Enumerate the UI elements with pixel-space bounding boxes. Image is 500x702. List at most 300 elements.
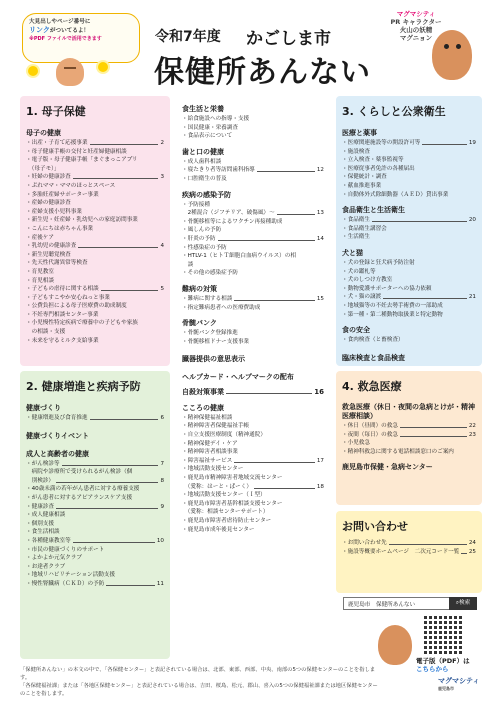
magma-city-logo [438,676,479,692]
list-item-label: ・食品衛生 [342,217,370,224]
list-item [182,465,324,474]
list-item-label: ・40歳未満の若年がん患者に対する療養支援 [26,486,140,493]
pr-line1: マグマシティ [396,10,436,18]
leader-dots [234,457,315,463]
list-item-label: ・公費負担による母子医療費の助成制度 [26,303,127,310]
list-item [182,252,324,261]
list-item-label: ・鹿児島市精神障害者地域交流センター [182,475,283,482]
list-item [182,201,324,210]
sub-inu: 犬と猫 [342,248,363,257]
leader-dots [90,414,159,420]
list-item-label: ・お問い合わせ先 [342,540,387,546]
list-item [182,508,324,517]
list-item [342,173,476,182]
logo-text: マグマシティ [438,677,480,685]
list-item-label: ・犬のしつけ方教室 [342,277,393,284]
list-item [182,226,324,235]
list-item[interactable] [26,242,164,251]
jisatsu-row[interactable]: 自殺対策事業 16 [182,388,324,397]
list-item [342,448,476,457]
list-item [26,311,164,320]
list-item-label: ・献血推進事業 [342,182,382,189]
list-item [342,225,476,234]
list-item [182,175,324,184]
list-item-label: ・性感染症の予防 [182,244,227,251]
middle-column [176,96,330,659]
list-item [342,276,476,285]
list-item-label: ・先天性代謝異常等検査 [26,260,88,267]
list-item [182,261,324,270]
list-item [26,208,164,217]
list-item [26,182,164,191]
list-item[interactable] [26,139,164,148]
footer-line2: 「各保健福祉課」または「各地区保健センター」と表記されている場合は、吉田、桜島、松元、郡山、喜入の5つの保健福祉課または地区保健センターのことを指します。 [20,683,378,697]
list-item-label: ・多胎妊産婦サポーター事業 [26,191,99,198]
sub-anzen: 食の安全 [342,326,370,335]
list-item-label: ・鹿児島市成年後見センター [182,526,255,533]
list-item-label: ・指定難病患者への医療費助成 [182,304,261,311]
title-city: かごしま市 [246,29,331,49]
list-item-label: の相談・支援 [26,329,66,336]
magnyon-reading-icon [378,625,412,665]
list-item [26,328,164,337]
list-item [182,431,324,440]
leader-dots [400,422,467,428]
page-number[interactable]: 18 [316,483,324,490]
page-number[interactable]: 24 [468,540,476,546]
page-number[interactable]: 12 [316,167,324,174]
list-item-label: ・地域活動支援センター [182,466,244,473]
page-title[interactable]: 保健所あんない [154,55,371,90]
list-item-label: ・食品表示について [182,133,233,140]
page-number[interactable]: 17 [316,457,324,464]
list-item [182,269,324,278]
sub-nanbyo: 難病の対策 [182,284,217,293]
magnyon-mascot-icon [432,30,472,80]
list-item-label: ・よかよか元気クラブ [26,555,82,562]
list-item [182,244,324,253]
list-item [342,285,476,294]
list-item-label: ・成人歯科相談 [182,158,222,165]
sub-zoki: 臓器提供の意思表示 [182,355,245,364]
leader-dots [257,166,315,172]
section4-title[interactable]: 4. 救急医療 [342,380,402,393]
sub-iryo: 医療と薬事 [342,129,377,137]
list-item [182,440,324,449]
flower-icon [98,62,108,72]
leader-dots [389,539,467,545]
section-kyukyu [336,371,482,505]
section-contact [336,511,482,593]
list-item-label: ・慢性腎臓病（ＣＫＤ）の予防 [26,580,105,587]
list-item-label: ・HTLV-1（ヒトＴ細胞白血病ウイルス）の相 [182,253,296,260]
leader-dots [56,503,158,509]
ebook-link[interactable] [416,657,470,673]
list-item [182,414,324,423]
list-item-label: ・鹿児島市障害者虐待防止センター [182,518,272,524]
sub-shoku: 食生活と栄養 [182,105,224,113]
list-item [26,259,164,268]
list-item-label: ・自動体外式除細動器（ＡＥＤ）貸出事業 [342,191,449,198]
list-item-label: ・国民健康・栄養調査 [182,124,238,131]
list-item-label: ・妊婦の健康診査 [26,174,71,181]
list-item-label: ・風しんの予防 [182,227,222,234]
pr-line3: 火山の妖精 [399,26,433,34]
sub-rinsho: 臨床検査と食品検査 [342,353,405,362]
list-item-label: ・自立支援医療制度（精神通院） [182,432,266,439]
list-item-label: ・犬の鑑札等 [342,268,376,275]
list-item-label: ・施設検査 [342,148,370,155]
list-item-label: ・鹿児島市障害者基幹相談支援センター [182,500,283,507]
list-item-label: ・乳幼児の健康診査 [26,243,77,250]
page-number[interactable]: 13 [316,210,324,217]
kansen-list [182,201,324,278]
sub-kyukyu: 救急医療（休日・夜間の急病とけが・精神医療相談） [342,403,475,420]
list-item-label: ・精神障害者保健福祉手帳 [182,423,250,430]
leader-dots [62,460,159,466]
qr-code-pattern [424,614,464,654]
mascot-left-icon [56,58,84,86]
sub-center: 鹿児島市保健・急病センター [342,463,433,472]
list-item [26,511,164,520]
list-item [342,182,476,191]
list-item[interactable] [342,539,476,548]
search-icon: ⌕ [455,600,459,606]
list-item-label: ・施設等概要ホームページ 二次元コード一覧 [342,548,460,555]
list-item-label: ・産婦支援小児科事業 [26,208,82,215]
list-item-label: （愛称：はーと・ぱーく） [182,483,252,490]
list-item-label: 2種混合（ジフテリア、破傷風）〜 [182,210,275,217]
list-item[interactable] [342,139,476,148]
list-item[interactable] [342,548,476,557]
page-number[interactable]: 10 [156,537,164,544]
list-item-label: ・寝たきり者等訪問歯科指導 [182,167,255,174]
list-item [26,216,164,225]
list-item-label: ・地域リハビリテーション活動支援 [26,572,115,579]
leader-dots [422,139,467,145]
sub-shokuhin: 食品衛生と生活衛生 [342,206,405,215]
list-item [26,571,164,580]
leader-dots [78,242,158,248]
list-item-label: ・がん検診等 [26,460,60,467]
ha-list [182,158,324,184]
ebook-line1: 電子版（PDF）は [416,657,470,665]
list-item [342,302,476,311]
section2-title[interactable]: 2. 健康増進と疾病予防 [26,380,141,393]
seijin-list [26,460,164,589]
list-item-label: ・地域活動支援センター（Ｉ型） [182,492,266,499]
list-item[interactable] [26,477,164,486]
search-input[interactable]: 鹿児島市 保健所あんない [343,597,475,610]
list-item [26,148,164,157]
list-item-label: ・食肉検査（と畜検査） [342,337,404,344]
section-kurashi [336,96,482,366]
list-item-label: ・子どもの虐待に関する相談 [26,286,99,293]
list-item-label: ・出産・子育て応援事業 [26,140,88,146]
list-item [182,474,324,483]
list-item[interactable] [182,235,324,244]
page-number[interactable]: 15 [316,295,324,302]
pr-line4: マグニョン [399,34,433,42]
inu-list [342,259,476,319]
leader-dots [218,235,315,241]
list-item-label: （愛称：相談センターサポート） [182,509,269,516]
anzen-list [342,336,476,345]
list-item [26,546,164,555]
list-item-label: ・精神保健福祉相談 [182,414,233,421]
list-item [182,526,324,535]
page-number[interactable]: 7 [160,460,164,467]
list-item [26,156,164,165]
list-item-label: ・地域猫等の不妊去勢手術費の一部助成 [342,302,443,309]
list-item [26,268,164,277]
leader-dots [461,548,467,554]
list-item [26,485,164,494]
leader-dots [383,293,467,299]
footer-line1: 「保健所あんない」の本文の中で、「各保健センター」と表記されている場合は、北部、東部、西部、中央、南部の5つの保健センターのことを指します。 [20,667,376,681]
page-number[interactable]: 21 [468,294,476,301]
list-item[interactable] [182,457,324,466]
page-number[interactable]: 5 [160,286,164,293]
list-item [26,294,164,303]
section3-title[interactable]: 3. くらしと公衆衛生 [342,105,446,118]
list-item-label: ・給食施設への指導・支援 [182,116,250,122]
footer-notes [20,666,380,698]
list-item[interactable] [342,216,476,225]
list-item [182,115,324,124]
list-item-label: ・精神保健デイ・ケア [182,440,238,447]
list-item-label: ・がん患者に対するアピアランスケア支援 [26,494,133,501]
list-item[interactable] [182,166,324,175]
page-number[interactable]: 6 [160,415,164,421]
list-item[interactable] [26,503,164,512]
list-item [26,234,164,243]
shokuhin-list [342,216,476,242]
list-item-label: ・犬の登録と狂犬病予防注射 [342,259,415,266]
bubble-line1: 大見出しやページ番号に [29,19,91,25]
list-item-label: ・犬・猫の譲渡 [342,294,382,301]
sub-kenko: 健康づくり [26,404,61,412]
kenko-list [26,414,164,423]
list-item-label: ・母子健康手帳の交付と妊産婦健康相談 [26,148,127,155]
kotsuzui-list [182,329,324,346]
kokoro-list [182,414,324,534]
list-item [342,148,476,157]
boshi-list [26,139,164,345]
list-item-label: ・ぷれママ・ママのほっとスペース [26,182,116,189]
list-item [26,191,164,200]
list-item-label: ・産後ケア [26,234,54,241]
page-number[interactable]: 22 [468,423,476,429]
list-item-label: ・骨髄移植等によるワクチン再接種助成 [182,218,283,225]
list-item-label: ・産婦の健康診査 [26,200,71,207]
page-number[interactable]: 19 [468,140,476,146]
section1-title[interactable]: 1. 母子保健 [26,105,86,118]
leader-dots [101,285,159,291]
nanbyo-list [182,295,324,312]
list-item-label: ・子どもすこやか安心ねっと事業 [26,294,110,301]
list-item [182,338,324,347]
list-item-label: ・動物愛護サポーターへの協力依頼 [342,285,432,292]
list-item-label: ・お達者クラブ [26,563,66,570]
contact-title[interactable]: お問い合わせ [342,520,408,533]
list-item-label: ・小児慢性特定疾病で療養中の子どもや家族 [26,320,138,327]
bubble-line3: ※PDF ファイルで活用できます [29,36,102,42]
logo-sub: 鹿児島市 [438,686,454,691]
list-item-label: ・食品衛生講習会 [342,225,387,232]
page-number[interactable]: 14 [316,235,324,242]
list-item-label: ・育児相談 [26,277,54,284]
leader-dots [234,295,315,301]
leader-dots [277,209,315,215]
list-item [26,528,164,537]
list-item-label: ・肝炎の予防 [182,235,216,242]
list-item[interactable] [26,173,164,182]
list-item [26,520,164,529]
list-item[interactable] [342,293,476,302]
list-item [182,500,324,509]
leader-dots [372,216,467,222]
list-item[interactable] [26,414,164,423]
iryo-list [342,139,476,199]
list-item [26,251,164,260]
sub-boshi: 母子の健康 [26,129,61,137]
bubble-line2: がついてるよ！ [49,28,90,34]
list-item [26,554,164,563]
list-item-label: ・骨髄移植ドナー支援事業 [182,338,250,345]
list-item [342,156,476,165]
list-item-label: ・各種健康教室等 [26,537,71,544]
list-item-label: ・こんにちは赤ちゃん事業 [26,225,94,232]
list-item-label: ・予防接種 [182,201,210,208]
list-item-label: ・第一種・第二種動物取扱業と特定動物 [342,311,443,318]
list-item [26,494,164,503]
list-item [26,302,164,311]
list-item[interactable] [26,460,164,469]
list-item [182,218,324,227]
leader-dots [73,173,159,179]
list-item-label: ・新生児聴覚検査 [26,251,71,258]
kyukyu-list [342,422,476,456]
sub-seijin: 成人と高齢者の健康 [26,449,89,458]
list-item[interactable] [182,483,324,492]
list-item[interactable] [182,209,324,218]
list-item-label: ・夜間（毎日）の救急 [342,431,398,438]
page-number[interactable]: 9 [160,503,164,510]
leader-dots [73,537,155,543]
bubble-link-word: リンク [29,26,50,34]
list-item [26,337,164,346]
sub-kansen: 疾病の感染予防 [182,190,231,199]
list-item-label: ・障害福祉サービス [182,457,233,464]
list-item [182,491,324,500]
list-item [342,191,476,200]
list-item[interactable] [342,431,476,440]
section-kenko-zoshin [20,371,170,659]
list-item [182,517,324,526]
sub-kotsuzui: 骨髄バンク [182,319,217,328]
leader-dots [254,483,315,489]
list-item [26,468,164,477]
contact-list [342,539,476,556]
sub-kokoro: こころの健康 [182,403,224,412]
page-number[interactable]: 23 [468,431,476,438]
list-item-label: ・電子版・母子健康手帳「まぐまっこアプリ [26,157,138,164]
sub-ha: 歯と口の健康 [182,147,224,156]
list-item [342,336,476,345]
list-item-label: 病院や診療所で受けられるがん検診（個 [26,469,133,476]
list-item-label: ・立入検査・薬事監視等 [342,157,404,164]
list-item [342,233,476,242]
list-item-label: ・口腔衛生の普及 [182,175,227,182]
list-item[interactable] [182,295,324,304]
leader-dots [56,477,158,483]
leader-dots [106,580,155,586]
list-item [342,259,476,268]
list-item-label: ・未来を守るミルク支給事業 [26,337,99,344]
search-button[interactable]: ⌕検索 [449,597,477,610]
list-item [342,311,476,320]
list-item-label: ・休日（昼間）の救急 [342,423,398,429]
page-number[interactable]: 3 [160,174,164,181]
list-item-label: ・健康診査 [26,503,54,510]
list-item [182,329,324,338]
list-item [182,304,324,313]
list-item [342,268,476,277]
title-year: 令和7年度 [155,29,221,45]
list-item[interactable] [26,537,164,546]
list-item-label: ・精神障害者相談事業 [182,449,238,456]
list-item-label: ・医療関連施設等の開設許可等 [342,140,421,146]
list-item [182,132,324,141]
leader-dots [90,139,159,145]
list-item-label: ・不妊専門相談センター事業 [26,311,99,318]
list-item [342,439,476,448]
page-number[interactable]: 4 [160,243,164,250]
list-item [26,319,164,328]
list-item-label: 談 [182,261,194,268]
section-boshi-hoken [20,96,170,366]
list-item-label: ・市民の健康づくりのサポート [26,546,105,553]
page-number[interactable]: 25 [468,548,476,555]
sub-help: ヘルプカード・ヘルプマークの配布 [182,373,294,382]
list-item-label: ・新生児・妊産婦・乳幼児への家庭訪問事業 [26,217,138,224]
list-item-label: ・成人健康相談 [26,512,66,519]
link-hint-bubble [22,13,140,63]
page-number[interactable]: 11 [156,580,164,587]
list-item[interactable] [342,422,476,431]
list-item-label: ・個別支援 [26,520,54,527]
list-item-label: ・その他の感染症予防 [182,270,238,277]
list-item-label: ・健康増進及び食育推進 [26,415,88,421]
list-item [182,124,324,133]
list-item-label: ・骨髄バンク登録推進 [182,330,238,337]
list-item[interactable] [26,580,164,589]
ebook-line2: こちらから [416,665,449,673]
list-item-label: ・食生活相談 [26,529,60,536]
list-item [26,165,164,174]
list-item [342,165,476,174]
page-number[interactable]: 8 [160,477,164,484]
list-item [26,277,164,286]
page-number[interactable]: 2 [160,140,164,146]
page-number[interactable]: 20 [468,217,476,224]
list-item[interactable] [26,285,164,294]
shoku-list [182,115,324,141]
list-item [26,225,164,234]
list-item-label: ・育児教室 [26,268,54,275]
list-item-label: 別検診） [26,477,54,484]
